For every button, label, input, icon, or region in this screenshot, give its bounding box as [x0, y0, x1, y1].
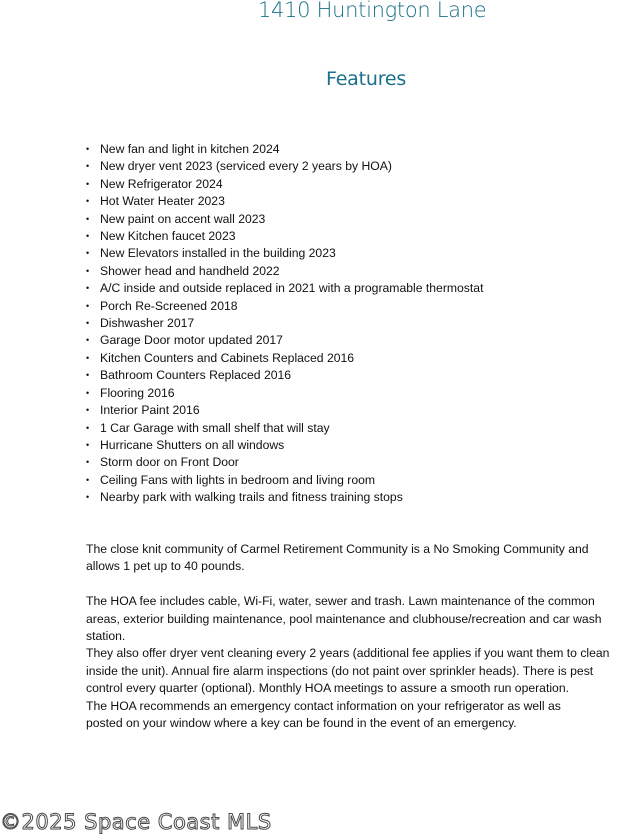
list-item [86, 176, 483, 193]
bullet-icon: • [86, 300, 90, 311]
list-item [86, 332, 483, 349]
list-item [86, 367, 483, 384]
list-item [86, 280, 483, 297]
list-item [86, 211, 483, 228]
bullet-icon: • [86, 492, 90, 503]
feature-text: Bathroom Counters Replaced 2016 [100, 368, 292, 383]
hoa-line: station. [86, 629, 126, 644]
feature-text: Hot Water Heater 2023 [100, 194, 225, 209]
feature-text: Interior Paint 2016 [100, 403, 200, 418]
bullet-icon: • [86, 178, 90, 189]
feature-text: A/C inside and outside replaced in 2021 with a programable thermostat [100, 281, 484, 296]
list-item [86, 193, 483, 210]
list-item [86, 245, 483, 262]
feature-text: New Kitchen faucet 2023 [100, 229, 236, 244]
list-item [86, 141, 483, 158]
list-item [86, 263, 483, 280]
hoa-line: The HOA fee includes cable, Wi-Fi, water, sewer and trash. Lawn maintenance of the common [86, 594, 595, 609]
bullet-icon: • [86, 231, 90, 242]
hoa-line: areas, exterior building maintenance, pool maintenance and clubhouse/recreation and car wash [86, 611, 602, 626]
list-item [86, 420, 483, 437]
bullet-icon: • [86, 352, 90, 363]
bullet-icon: • [86, 213, 90, 224]
mls-watermark: ©2025 Space Coast MLS [0, 810, 272, 834]
feature-text: New Elevators installed in the building 2023 [100, 246, 336, 261]
list-item [86, 402, 483, 419]
bullet-icon: • [86, 196, 90, 207]
feature-text: New fan and light in kitchen 2024 [100, 142, 280, 156]
bullet-icon: • [86, 144, 90, 154]
hoa-line: posted on your window where a key can be found in the event of an emergency. [86, 716, 517, 731]
list-item [86, 489, 483, 506]
bullet-icon: • [86, 248, 90, 259]
feature-text: Garage Door motor updated 2017 [100, 333, 283, 348]
features-list [86, 141, 483, 507]
section-heading-features: Features [326, 68, 407, 90]
hoa-line: They also offer dryer vent cleaning every 2 years (additional fee applies if you want them to clean [86, 646, 610, 661]
hoa-line: control every quarter (optional). Monthly HOA meetings to assure a smooth run operation. [86, 681, 570, 696]
community-line: The close knit community of Carmel Retirement Community is a No Smoking Community and [86, 542, 589, 556]
feature-text: Flooring 2016 [100, 385, 175, 400]
bullet-icon: • [86, 335, 90, 346]
feature-text: Nearby park with walking trails and fitness training stops [100, 490, 403, 505]
list-item [86, 350, 483, 367]
bullet-icon: • [86, 457, 90, 468]
list-item [86, 158, 483, 175]
list-item [86, 298, 483, 315]
bullet-icon: • [86, 439, 90, 450]
feature-text: New Refrigerator 2024 [100, 176, 223, 191]
description-body [86, 541, 640, 732]
bullet-icon: • [86, 318, 90, 329]
bullet-icon: • [86, 283, 90, 294]
list-item [86, 437, 483, 454]
feature-text: Dishwasher 2017 [100, 316, 195, 331]
feature-text: Hurricane Shutters on all windows [100, 437, 285, 452]
bullet-icon: • [86, 422, 90, 433]
community-line: allows 1 pet up to 40 pounds. [86, 559, 245, 574]
list-item [86, 385, 483, 402]
bullet-icon: • [86, 474, 90, 485]
list-item [86, 472, 483, 489]
feature-text: New paint on accent wall 2023 [100, 211, 266, 226]
paragraph-gap [86, 576, 640, 593]
bullet-icon: • [86, 370, 90, 381]
feature-text: Ceiling Fans with lights in bedroom and living room [100, 472, 376, 487]
feature-text: New dryer vent 2023 (serviced every 2 years by HOA) [100, 159, 392, 174]
bullet-icon: • [86, 405, 90, 416]
bullet-icon: • [86, 161, 90, 172]
feature-text: Storm door on Front Door [100, 455, 239, 470]
feature-text: Shower head and handheld 2022 [100, 263, 280, 278]
hoa-line: inside the unit). Annual fire alarm inspections (do not paint over sprinkler heads). There is pest [86, 663, 594, 678]
bullet-icon: • [86, 265, 90, 276]
feature-text: Kitchen Counters and Cabinets Replaced 2016 [100, 350, 355, 365]
page-title: 1410 Huntington Lane [258, 0, 487, 22]
list-item [86, 315, 483, 332]
hoa-line: The HOA recommends an emergency contact information on your refrigerator as well as [86, 698, 561, 713]
list-item [86, 228, 483, 245]
feature-text: 1 Car Garage with small shelf that will stay [100, 420, 330, 435]
list-item [86, 454, 483, 471]
feature-text: Porch Re-Screened 2018 [100, 298, 238, 313]
bullet-icon: • [86, 387, 90, 398]
